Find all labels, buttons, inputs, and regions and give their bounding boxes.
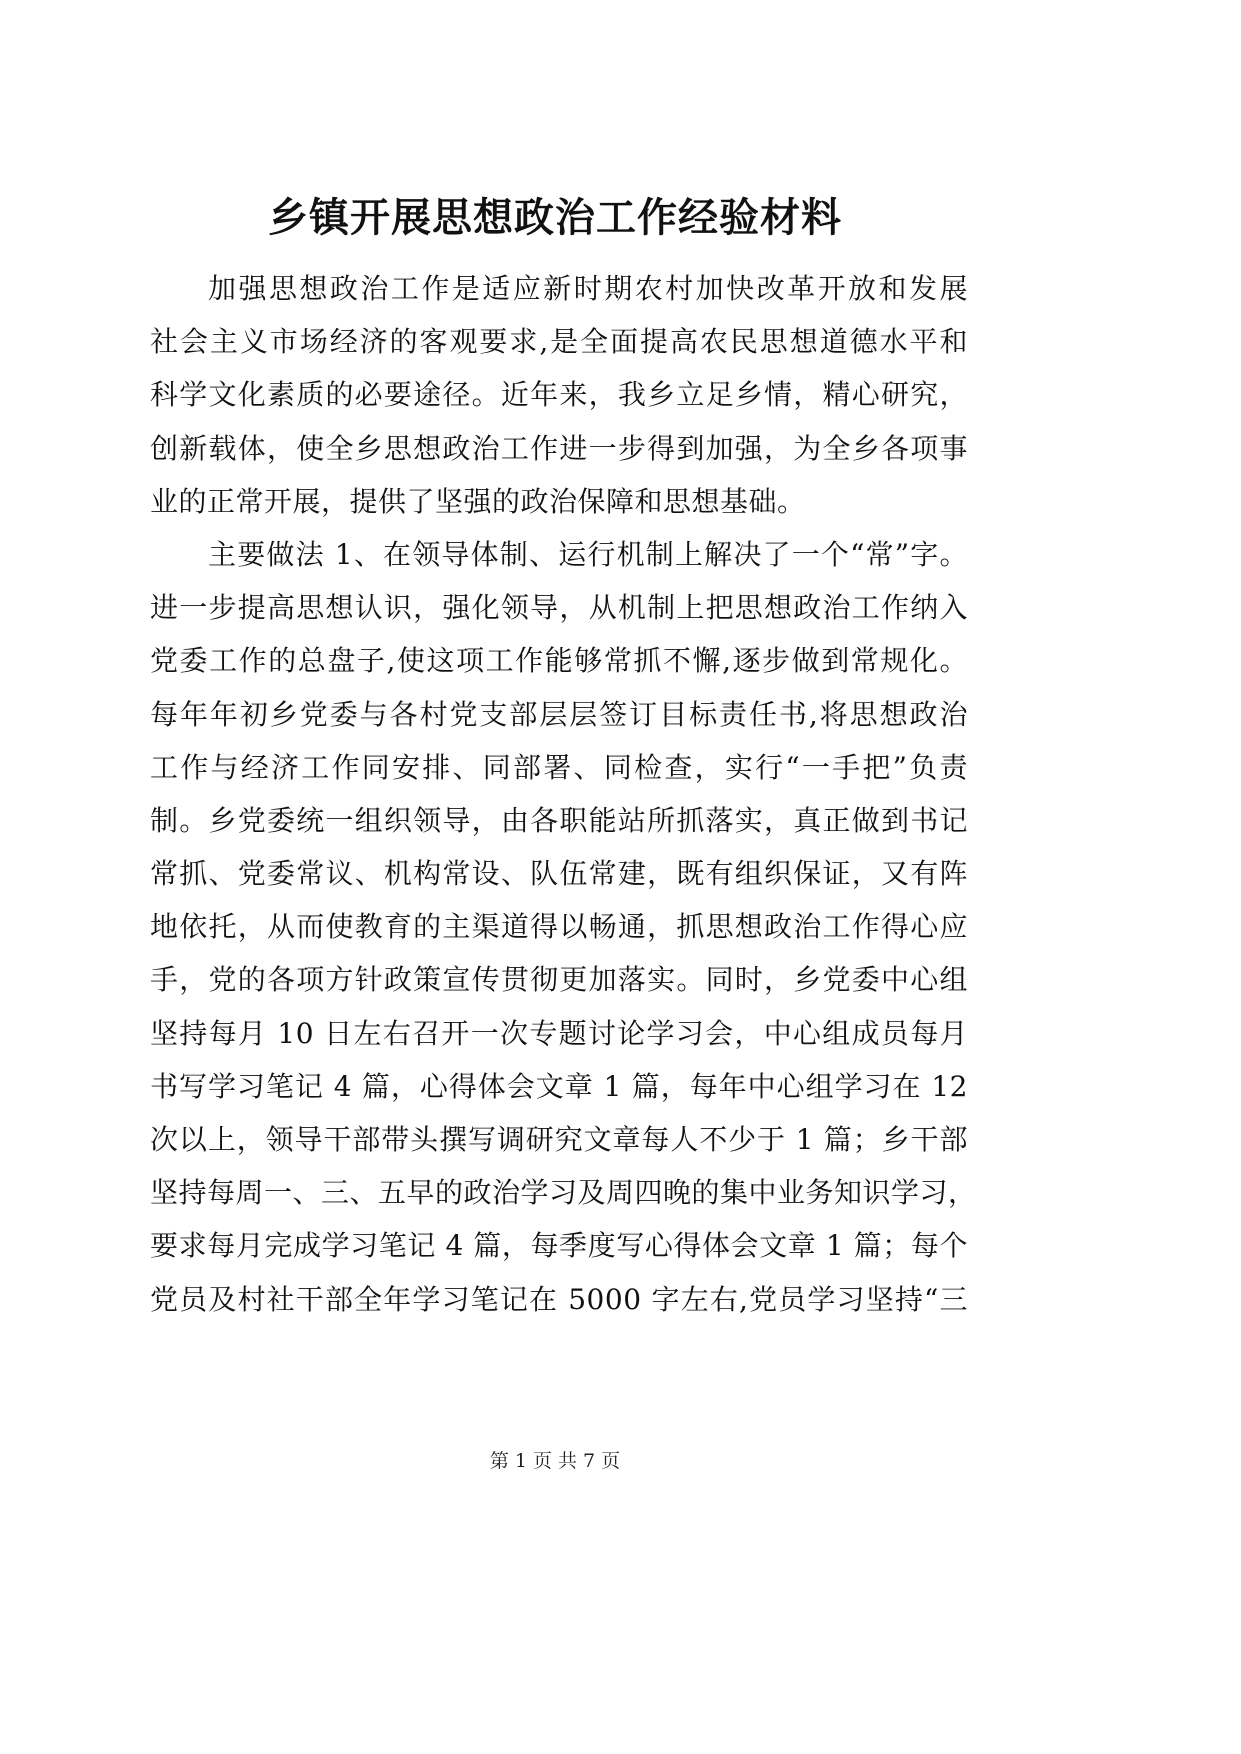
paragraph-line: 常抓、党委常议、机构常设、队伍常建，既有组织保证，又有阵 (150, 857, 968, 891)
paragraph-line: 手，党的各项方针政策宣传贯彻更加落实。同时，乡党委中心组 (150, 963, 968, 997)
paragraph-line: 制。乡党委统一组织领导，由各职能站所抓落实，真正做到书记 (150, 803, 968, 837)
paragraph-line: 次以上，领导干部带头撰写调研究文章每人不少于 1 篇；乡干部 (150, 1123, 968, 1156)
paragraph-line: 书写学习笔记 4 篇，心得体会文章 1 篇，每年中心组学习在 12 (150, 1069, 968, 1103)
paragraph-line: 社会主义市场经济的客观要求,是全面提高农民思想道德水平和 (150, 325, 968, 359)
paragraph-line: 每年年初乡党委与各村党支部层层签订目标责任书,将思想政治 (150, 697, 968, 731)
paragraph-line: 党委工作的总盘子,使这项工作能够常抓不懈,逐步做到常规化。 (150, 644, 968, 678)
paragraph-line: 业的正常开展，提供了坚强的政治保障和思想基础。 (150, 484, 806, 518)
paragraph-line: 进一步提高思想认识，强化领导，从机制上把思想政治工作纳入 (150, 591, 968, 625)
paragraph-line: 创新载体，使全乡思想政治工作进一步得到加强，为全乡各项事 (150, 431, 968, 465)
paragraph-line: 主要做法 1、在领导体制、运行机制上解决了一个“常”字。 (208, 537, 968, 571)
paragraph-line: 坚持每周一、三、五早的政治学习及周四晚的集中业务知识学习， (150, 1176, 977, 1210)
paragraph-line: 工作与经济工作同安排、同部署、同检查，实行“一手把”负责 (150, 750, 968, 784)
paragraph-line: 科学文化素质的必要途径。近年来，我乡立足乡情，精心研究， (150, 378, 968, 412)
document-title: 乡镇开展思想政治工作经验材料 (268, 194, 842, 241)
paragraph-line: 坚持每月 10 日左右召开一次专题讨论学习会，中心组成员每月 (150, 1016, 968, 1050)
paragraph-line: 加强思想政治工作是适应新时期农村加快改革开放和发展 (208, 272, 968, 305)
paragraph-line: 党员及村社干部全年学习笔记在 5000 字左右,党员学习坚持“三 (150, 1282, 968, 1316)
paragraph-line: 要求每月完成学习笔记 4 篇，每季度写心得体会文章 1 篇；每个 (150, 1229, 968, 1263)
document-body (150, 262, 977, 1326)
page-number-footer: 第 1 页 共 7 页 (489, 1450, 621, 1472)
paragraph-line: 地依托，从而使教育的主渠道得以畅通，抓思想政治工作得心应 (150, 910, 968, 944)
